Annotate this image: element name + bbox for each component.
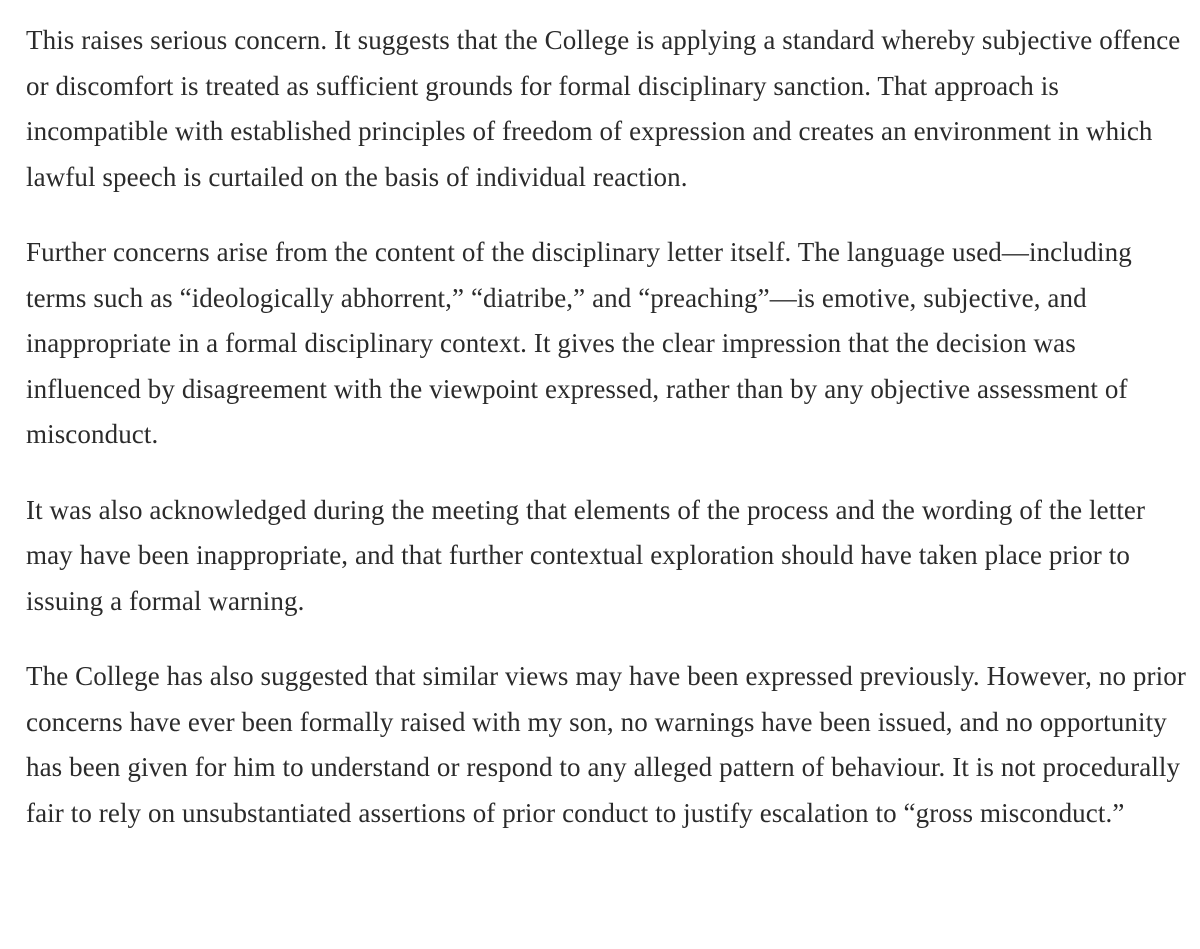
paragraph-1: This raises serious concern. It suggests that the College is applying a standard whereby subjective offence or discomfort is treated as sufficient grounds for formal disciplinary sanction. That approach is incompatible with established principles of freedom of expression and creates an environment in which lawful speech is curtailed on the basis of individual reaction. (26, 25, 1181, 192)
paragraph-2: Further concerns arise from the content of the disciplinary letter itself. The language used—including terms such as “ideologically abhorrent,” “diatribe,” and “preaching”—is emotive, subjective, and inappropriate in a formal disciplinary context. It gives the clear impression that the decision was influenced by disagreement with the viewpoint expressed, rather than by any objective assessment of misconduct. (26, 237, 1132, 449)
paragraph-3: It was also acknowledged during the meeting that elements of the process and the wording of the letter may have been inappropriate, and that further contextual exploration should have taken place prior to issuing a formal warning. (26, 494, 1146, 616)
document-body (26, 18, 1186, 836)
paragraph-4: The College has also suggested that similar views may have been expressed previously. However, no prior concerns have ever been formally raised with my son, no warnings have been issued, and no opportunity has been given for him to understand or respond to any alleged pattern of behaviour. It is not procedurally fair to rely on unsubstantiated assertions of prior conduct to justify escalation to “gross misconduct.” (26, 661, 1186, 828)
